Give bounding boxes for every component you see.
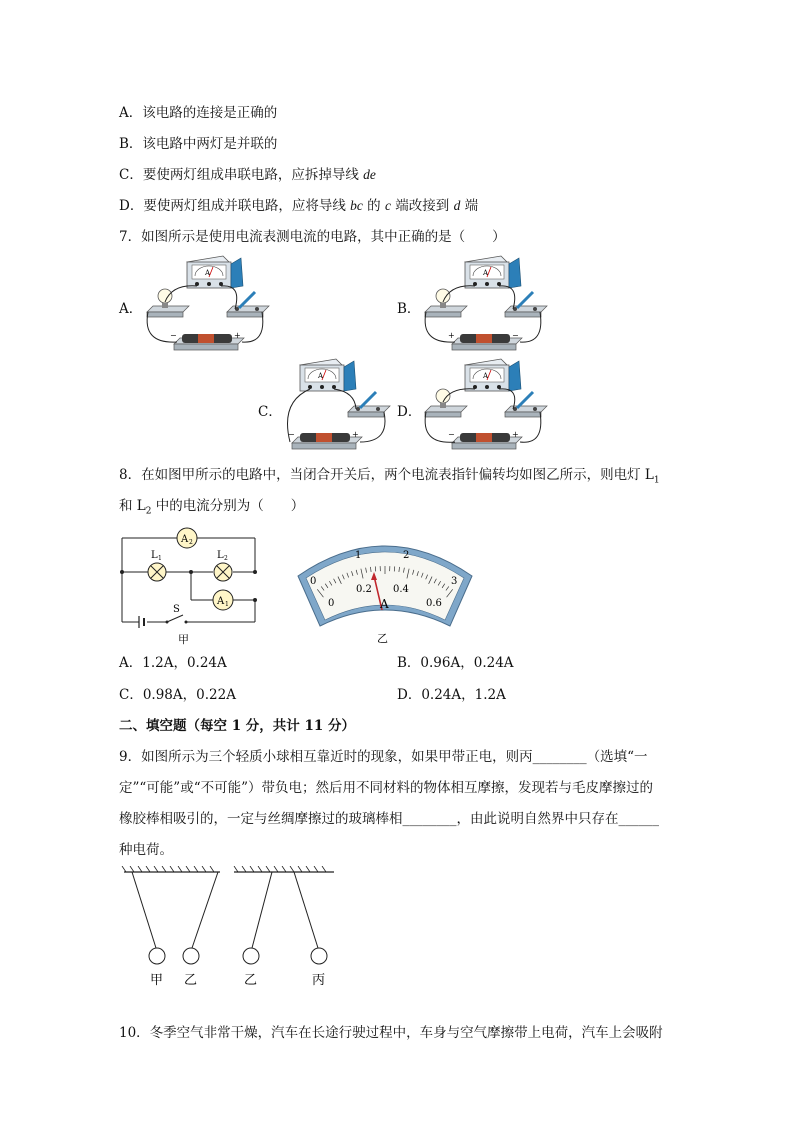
- q8-stem-line1-sub: 1: [653, 475, 660, 486]
- ball-label-yi-2: 乙: [244, 973, 258, 988]
- svg-text:+: +: [448, 331, 455, 340]
- q6-option-d: [119, 197, 478, 215]
- q9-line2: 定”“可能”或“不可能”）带负电；然后用不同材料的物体相互摩擦，发现若与毛皮摩擦过的: [119, 780, 654, 796]
- q6-option-d-text4: 端: [460, 198, 479, 214]
- q8-yi-bottom-3: 0.6: [426, 598, 442, 609]
- q8-l1-letter: L: [151, 550, 158, 561]
- ball-label-yi-1: 乙: [184, 973, 198, 988]
- q7-stem: 7．如图所示是使用电流表测电流的电路，其中正确的是（ ）: [119, 229, 506, 245]
- q7-circuit-c: [280, 357, 400, 457]
- svg-text:−: −: [288, 430, 295, 439]
- q7-label-b: B．: [397, 301, 421, 317]
- svg-text:+: +: [234, 331, 241, 340]
- q8-yi-top-3: 3: [451, 576, 458, 587]
- q8-a1-sub: 1: [225, 601, 229, 608]
- q8-a2-sub: 2: [189, 539, 193, 546]
- ball-bing: [311, 948, 327, 964]
- q8-stem-line2-sub: 2: [145, 506, 152, 517]
- q8-l2-sub: 2: [224, 555, 228, 562]
- ball-yi-2: [243, 948, 259, 964]
- q7-b-meter-letter: A: [483, 269, 489, 277]
- q8-switch-label: S: [173, 604, 180, 615]
- q8-stem-line2-post: 中的电流分别为（ ）: [151, 498, 305, 514]
- q8-yi-bottom-2: 0.4: [393, 584, 409, 595]
- q10-line1: 10．冬季空气非常干燥，汽车在长途行驶过程中，车身与空气摩擦带上电荷，汽车上会吸附: [119, 1025, 663, 1041]
- q8-option-b: B．0.96A，0.24A: [397, 655, 514, 671]
- section2-heading: 二、填空题（每空 1 分，共计 11 分）: [119, 718, 355, 734]
- q8-option-a: A．1.2A，0.24A: [119, 655, 227, 671]
- q8-yi-top-1: 1: [355, 550, 362, 561]
- q6-option-a: A．该电路的连接是正确的: [119, 105, 278, 121]
- q6-option-d-var2: c: [384, 198, 391, 213]
- q9-line4: 种电荷。: [119, 842, 173, 858]
- q6-option-d-var1: bc: [350, 198, 363, 213]
- q6-option-c-text: C．要使两灯组成串联电路，应拆掉导线: [119, 167, 364, 183]
- q6-option-d-text1: D．要使两灯组成并联电路，应将导线: [119, 198, 351, 214]
- q8-a1-letter: A: [217, 596, 225, 607]
- q8-stem-line2: [119, 497, 304, 521]
- q6-option-d-var3: d: [453, 198, 461, 213]
- q6-option-c-var: de: [363, 167, 376, 182]
- q6-option-d-text3: 端改接到: [390, 198, 454, 214]
- q8-yi-bottom-0: 0: [328, 598, 335, 609]
- q8-stem-line2-text: 和 L: [119, 498, 146, 514]
- q8-stem-line1-text: 8．在如图甲所示的电路中，当闭合开关后，两个电流表指针偏转均如图乙所示，则电灯 L: [119, 467, 654, 483]
- q6-option-c: [119, 166, 376, 184]
- q6-option-b: B．该电路中两灯是并联的: [119, 136, 278, 152]
- q8-l1-sub: 1: [158, 555, 162, 562]
- q8-option-c: C．0.98A，0.22A: [119, 687, 236, 703]
- q8-figure-yi: [290, 526, 480, 646]
- ball-jia: [149, 948, 165, 964]
- q7-circuit-d: [420, 357, 550, 457]
- svg-text:+: +: [352, 430, 359, 439]
- q7-circuit-b: [420, 254, 550, 359]
- ball-yi-1: [183, 948, 199, 964]
- svg-text:−: −: [170, 331, 177, 340]
- q8-yi-top-2: 2: [403, 550, 410, 561]
- q9-line3: 橡胶棒相吸引的，一定与丝绸摩擦过的玻璃棒相________，由此说明自然界中只存在______: [119, 811, 659, 827]
- ball-label-jia: 甲: [150, 973, 164, 988]
- q8-yi-bottom-1: 0.2: [356, 584, 372, 595]
- q7-label-d: D．: [397, 404, 422, 420]
- q7-circuit-a: [142, 254, 272, 359]
- q7-label-c: C．: [258, 404, 282, 420]
- q9-figure-balls: [120, 866, 340, 990]
- q7-a-meter-letter: A: [205, 269, 211, 277]
- svg-text:−: −: [512, 331, 519, 340]
- q8-option-d: D．0.24A，1.2A: [397, 687, 506, 703]
- svg-text:+: +: [512, 430, 519, 439]
- q8-stem-line1: [119, 466, 660, 490]
- q6-option-d-text2: 的: [362, 198, 385, 214]
- q8-figure-jia: [115, 522, 265, 647]
- q8-caption-jia: 甲: [178, 633, 189, 646]
- ball-label-bing: 丙: [312, 973, 326, 988]
- q8-a2-letter: A: [181, 534, 189, 545]
- q8-yi-top-0: 0: [310, 576, 317, 587]
- q8-l2-letter: L: [217, 550, 224, 561]
- q9-line1: 9．如图所示为三个轻质小球相互靠近时的现象，如果甲带正电，则丙________（选填“一: [119, 749, 648, 765]
- q8-caption-yi: 乙: [377, 632, 388, 645]
- svg-text:−: −: [448, 430, 455, 439]
- q7-d-meter-letter: A: [483, 372, 489, 380]
- q7-c-meter-letter: A: [318, 372, 324, 380]
- q7-label-a: A．: [119, 301, 143, 317]
- q8-yi-unit: A: [380, 597, 389, 611]
